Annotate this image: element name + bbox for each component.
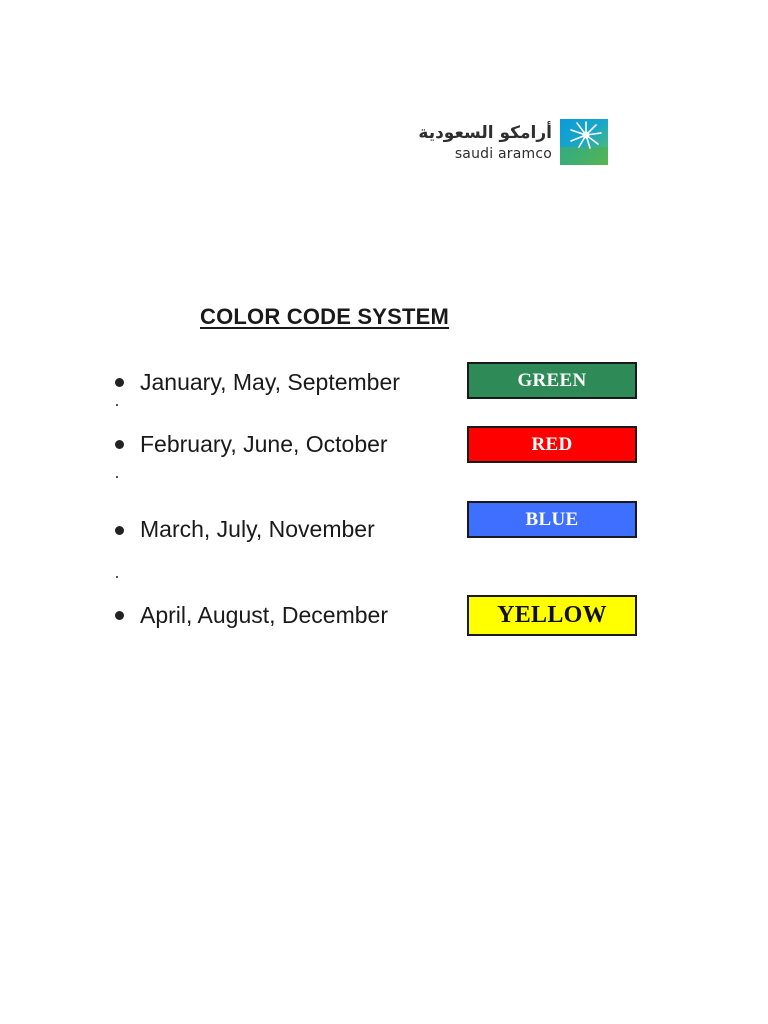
bullet-icon	[115, 378, 124, 387]
divider-mark	[116, 476, 118, 478]
months-label: January, May, September	[140, 369, 400, 395]
swatch-label: GREEN	[517, 369, 587, 391]
page-title: COLOR CODE SYSTEM	[200, 304, 450, 329]
color-swatch-red	[467, 426, 637, 463]
swatch-label: RED	[531, 433, 573, 455]
bullet-icon	[115, 611, 124, 620]
bullet-icon	[115, 526, 124, 535]
color-swatch-yellow	[467, 595, 637, 636]
bullet-icon	[115, 440, 124, 449]
months-label: March, July, November	[140, 516, 375, 542]
logo-arabic-text: أرامكو السعودية	[418, 123, 552, 143]
color-swatch-green	[467, 362, 637, 399]
months-label: April, August, December	[140, 602, 389, 628]
aramco-star-icon	[560, 119, 608, 165]
color-swatch-blue	[467, 501, 637, 538]
months-label: February, June, October	[140, 431, 388, 457]
logo-english-text: saudi aramco	[454, 146, 552, 162]
swatch-label: YELLOW	[497, 602, 607, 628]
swatch-label: BLUE	[525, 508, 579, 530]
saudi-aramco-logo	[418, 119, 610, 167]
divider-mark	[116, 404, 118, 406]
divider-mark	[116, 576, 118, 578]
